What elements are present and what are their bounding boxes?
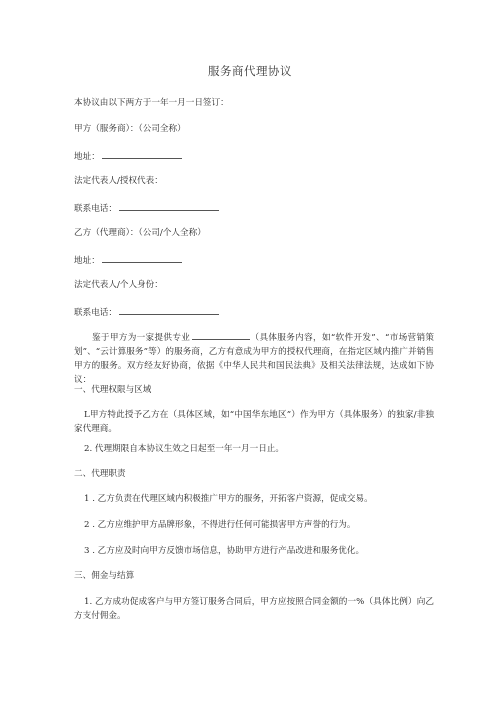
party-b-label: 乙方（代理商）：（公司/个人全称）: [74, 228, 206, 238]
preamble-paragraph: [74, 330, 434, 387]
section-1-item-2: 2. 代理期限自本协议生效之日起至一年一月一日止。: [84, 444, 284, 454]
section-3-item-1: 1. 乙方成功促成客户与甲方签订服务合同后，甲方应按照合同金额的一%（具体比例）向乙方支付佣金。: [74, 597, 434, 621]
party-a-legal-rep-label: 法定代表人/授权代表：: [74, 176, 163, 186]
party-a-label: 甲方（服务商）：（公司全称）: [74, 124, 186, 134]
phone-label: 联系电话：: [74, 308, 117, 318]
address-blank: [102, 253, 182, 263]
section-heading-2: 二、代理职责: [74, 469, 126, 479]
party-a-phone-row: [74, 201, 219, 215]
section-heading-3: 三、佣金与结算: [74, 571, 135, 581]
address-label: 地址：: [74, 256, 100, 266]
document-title: 服务商代理协议: [208, 64, 292, 78]
phone-blank: [119, 305, 219, 315]
section-2-item-3: 3 . 乙方应及时向甲方反馈市场信息，协助甲方进行产品改进和服务优化。: [84, 546, 365, 556]
phone-blank: [119, 201, 219, 211]
party-a-address-row: [74, 149, 182, 163]
party-b-legal-rep-label: 法定代表人/个人身份：: [74, 280, 163, 290]
phone-label: 联系电话：: [74, 204, 117, 214]
section-1-item-1: L甲方特此授予乙方在（具体区域，如“中国华东地区”）作为甲方（具体服务）的独家/非独家代理商。: [74, 410, 434, 434]
intro-line: 本协议由以下两方于一年一月一日签订：: [74, 98, 229, 108]
section-heading-1: 一、代理权限与区域: [74, 385, 152, 395]
preamble-text-rest: （具体服务内容，如“软件开发”、“市场营销策划”、“云计算服务”等）的服务商，乙方有意成为甲方的授权代理商，在指定区域内推广并销售甲方的服务。双方经友好协商，依据《中华人民共和国民法典》及相关法律法规，达成如下协议：: [74, 333, 434, 385]
service-content-blank: [192, 330, 250, 340]
section-2-item-1: 1 . 乙方负责在代理区域内积极推广甲方的服务，开拓客户资源，促成交易。: [84, 494, 373, 504]
address-label: 地址：: [74, 152, 100, 162]
address-blank: [102, 149, 182, 159]
party-b-phone-row: [74, 305, 219, 319]
party-b-address-row: [74, 253, 182, 267]
section-2-item-2: 2 . 乙方应维护甲方品牌形象，不得进行任何可能损害甲方声誉的行为。: [84, 520, 356, 530]
preamble-text-start: 鉴于甲方为一家提供专业: [92, 333, 191, 343]
